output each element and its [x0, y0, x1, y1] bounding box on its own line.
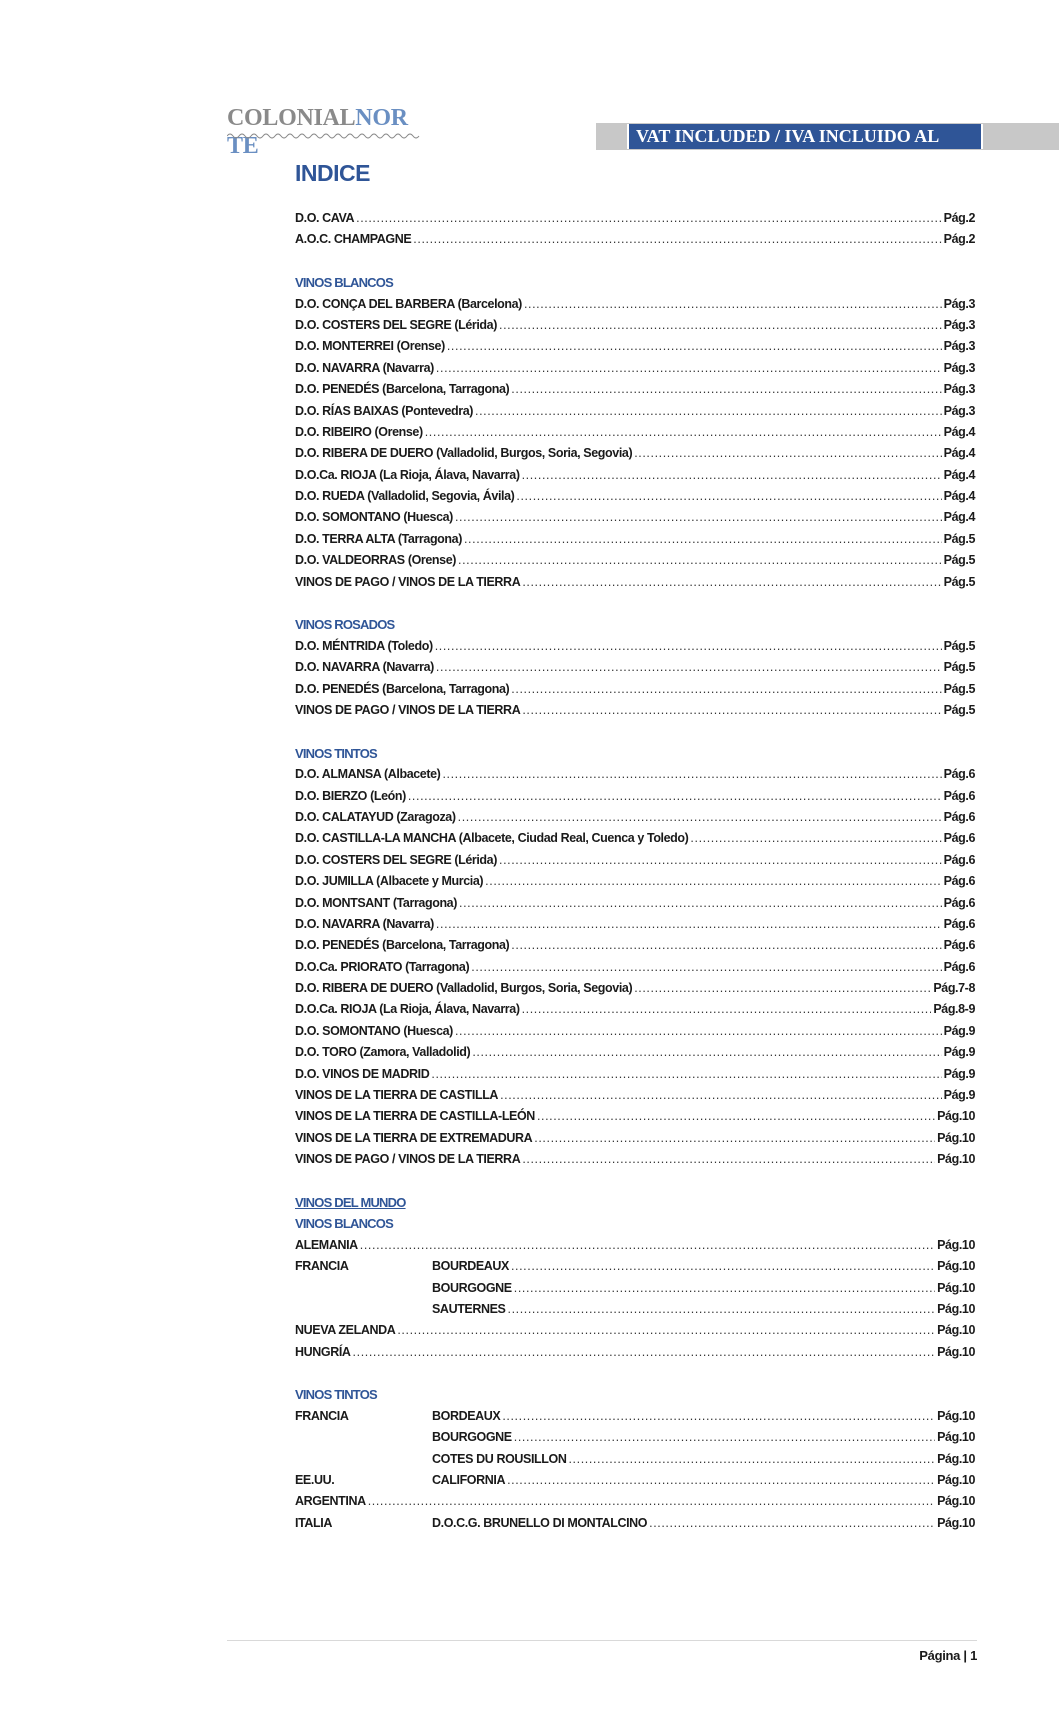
- toc-page-number: Pág.10: [937, 1280, 975, 1295]
- toc-page-number: Pág.9: [943, 1066, 975, 1081]
- toc-page-number: Pág.9: [943, 1088, 975, 1103]
- toc-entry-label: VINOS DE LA TIERRA DE EXTREMADURA: [295, 1130, 533, 1145]
- toc-entry-label: D.O.Ca. PRIORATO (Tarragona): [295, 959, 470, 974]
- toc-entry[interactable]: [295, 1513, 975, 1534]
- toc-spacer: [295, 1171, 975, 1192]
- toc-spacer: [295, 593, 975, 614]
- logo-text-blue: NOR: [355, 105, 408, 131]
- toc-entry[interactable]: [295, 1085, 975, 1106]
- toc-entry-label: D.O. RIBERA DE DUERO (Valladolid, Burgos, Soria, Segovia): [295, 981, 633, 996]
- toc-entry[interactable]: [295, 914, 975, 935]
- logo-line-2: TE: [227, 133, 259, 159]
- toc-dot-leader: [459, 893, 942, 914]
- toc-entry[interactable]: [295, 1235, 975, 1256]
- toc-page-number: Pág.10: [937, 1237, 975, 1252]
- toc-dot-leader: [397, 1320, 935, 1341]
- toc-dot-leader: [413, 229, 941, 250]
- toc-dot-leader: [649, 1513, 935, 1534]
- toc-page-number: Pág.5: [943, 681, 975, 696]
- toc-page-number: Pág.10: [937, 1301, 975, 1316]
- toc-page-number: Pág.10: [937, 1109, 975, 1124]
- toc-entry-label: D.O. TERRA ALTA (Tarragona): [295, 531, 462, 546]
- toc-dot-leader: [522, 999, 932, 1020]
- toc-entry[interactable]: [295, 893, 975, 914]
- toc-page-number: Pág.3: [943, 403, 975, 418]
- toc-dot-leader: [516, 486, 941, 507]
- company-logo: [227, 104, 427, 160]
- toc-entry-label: D.O. ALMANSA (Albacete): [295, 767, 441, 782]
- toc-entry-label: SAUTERNES: [432, 1301, 506, 1316]
- toc-page-number: Pág.8-9: [933, 1002, 975, 1017]
- toc-page-number: Pág.4: [943, 424, 975, 439]
- toc-dot-leader: [471, 957, 941, 978]
- toc-section-heading: [295, 1192, 975, 1213]
- toc-dot-leader: [634, 978, 931, 999]
- toc-entry[interactable]: [295, 1149, 975, 1170]
- toc-entry[interactable]: [295, 1449, 975, 1470]
- toc-section-heading: [295, 272, 975, 293]
- toc-dot-leader: [524, 294, 942, 315]
- toc-entry-label: D.O. CONÇA DEL BARBERA (Barcelona): [295, 296, 522, 311]
- toc-entry-label: D.O. COSTERS DEL SEGRE (Lérida): [295, 852, 497, 867]
- toc-entry-label: VINOS DE LA TIERRA DE CASTILLA-LEÓN: [295, 1109, 535, 1124]
- toc-page-number: Pág.3: [943, 317, 975, 332]
- toc-dot-leader: [455, 507, 942, 528]
- toc-dot-leader: [499, 850, 942, 871]
- toc-entry-label: D.O. JUMILLA (Albacete y Murcia): [295, 874, 484, 889]
- toc-entry-label: D.O. SOMONTANO (Huesca): [295, 1023, 453, 1038]
- toc-entry-label: D.O. NAVARRA (Navarra): [295, 360, 434, 375]
- toc-country: FRANCIA: [295, 1408, 349, 1423]
- toc-page-number: Pág.4: [943, 467, 975, 482]
- toc-page-number: Pág.5: [943, 660, 975, 675]
- toc-dot-leader: [634, 443, 941, 464]
- toc-entry[interactable]: [295, 786, 975, 807]
- toc-entry[interactable]: [295, 401, 975, 422]
- toc-entry-label: D.O. MONTERREI (Orense): [295, 339, 445, 354]
- toc-page-number: Pág.6: [943, 788, 975, 803]
- toc-page-number: Pág.10: [937, 1473, 975, 1488]
- toc-entry[interactable]: [295, 679, 975, 700]
- toc-dot-leader: [447, 336, 942, 357]
- toc-page-number: Pág.6: [943, 874, 975, 889]
- toc-page-number: Pág.10: [937, 1130, 975, 1145]
- toc-dot-leader: [436, 358, 942, 379]
- toc-entry-label: BOURDEAUX: [432, 1259, 509, 1274]
- toc-page-number: Pág.10: [937, 1430, 975, 1445]
- toc-entry-label: D.O. RIBEIRO (Orense): [295, 424, 423, 439]
- toc-dot-leader: [514, 1427, 935, 1448]
- toc-page-number: Pág.5: [943, 638, 975, 653]
- toc-entry[interactable]: [295, 1064, 975, 1085]
- toc-page-number: Pág.7-8: [933, 981, 975, 996]
- toc-entry-label: VINOS DE PAGO / VINOS DE LA TIERRA: [295, 702, 521, 717]
- toc-entry[interactable]: [295, 935, 975, 956]
- toc-entry[interactable]: [295, 828, 975, 849]
- toc-entry-label: HUNGRÍA: [295, 1344, 351, 1359]
- toc-heading-label: VINOS TINTOS: [295, 1387, 377, 1403]
- toc-entry[interactable]: [295, 422, 975, 443]
- toc-entry-label: D.O. PENEDÉS (Barcelona, Tarragona): [295, 938, 510, 953]
- toc-dot-leader: [368, 1491, 935, 1512]
- toc-dot-leader: [511, 1256, 935, 1277]
- toc-entry-label: VINOS DE PAGO / VINOS DE LA TIERRA: [295, 1152, 521, 1167]
- toc-page-number: Pág.6: [943, 852, 975, 867]
- toc-page-number: Pág.6: [943, 831, 975, 846]
- toc-entry-label: D.O. PENEDÉS (Barcelona, Tarragona): [295, 382, 510, 397]
- toc-entry-label: VINOS DE LA TIERRA DE CASTILLA: [295, 1088, 499, 1103]
- footer-divider: [227, 1640, 977, 1641]
- toc-page-number: Pág.6: [943, 938, 975, 953]
- toc-page-number: Pág.3: [943, 339, 975, 354]
- toc-entry-label: D.O. RIBERA DE DUERO (Valladolid, Burgos, Soria, Segovia): [295, 446, 633, 461]
- toc-dot-leader: [472, 1042, 941, 1063]
- toc-entry[interactable]: [295, 550, 975, 571]
- toc-entry[interactable]: [295, 1256, 975, 1277]
- toc-entry[interactable]: [295, 657, 975, 678]
- toc-entry[interactable]: [295, 336, 975, 357]
- toc-dot-leader: [522, 700, 941, 721]
- toc-entry[interactable]: [295, 1320, 975, 1341]
- toc-entry[interactable]: [295, 1106, 975, 1127]
- vat-notice: VAT INCLUDED / IVA INCLUIDO AL: [627, 124, 983, 149]
- toc-entry-label: D.O. RÍAS BAIXAS (Pontevedra): [295, 403, 474, 418]
- toc-entry[interactable]: [295, 1042, 975, 1063]
- toc-entry-label: A.O.C. CHAMPAGNE: [295, 232, 412, 247]
- toc-entry[interactable]: [295, 1491, 975, 1512]
- toc-dot-leader: [458, 807, 942, 828]
- toc-dot-leader: [537, 1106, 935, 1127]
- toc-page-number: Pág.5: [943, 553, 975, 568]
- toc-entry[interactable]: [295, 850, 975, 871]
- toc-page-number: Pág.3: [943, 296, 975, 311]
- toc-entry-label: D.O. PENEDÉS (Barcelona, Tarragona): [295, 681, 510, 696]
- toc-entry-label: CALIFORNIA: [432, 1473, 506, 1488]
- toc-entry[interactable]: [295, 379, 975, 400]
- toc-entry-label: D.O. CAVA: [295, 211, 355, 225]
- toc-dot-leader: [485, 871, 941, 892]
- logo-wave-decoration: [227, 132, 422, 140]
- toc-entry-label: D.O. TORO (Zamora, Valladolid): [295, 1045, 471, 1060]
- toc-dot-leader: [408, 786, 942, 807]
- toc-entry-label: BOURGOGNE: [432, 1430, 512, 1445]
- toc-dot-leader: [690, 828, 941, 849]
- toc-entry-label: D.O. BIERZO (León): [295, 788, 406, 803]
- toc-dot-leader: [502, 1406, 935, 1427]
- toc-page-number: Pág.10: [937, 1259, 975, 1274]
- toc-dot-leader: [507, 1470, 935, 1491]
- toc-entry[interactable]: [295, 636, 975, 657]
- toc-dot-leader: [522, 1149, 935, 1170]
- toc-spacer: [295, 1363, 975, 1384]
- toc-entry-label: D.O. COSTERS DEL SEGRE (Lérida): [295, 317, 497, 332]
- toc-entry[interactable]: [295, 700, 975, 721]
- toc-entry-label: D.O. NAVARRA (Navarra): [295, 660, 434, 675]
- toc-entry-label: BORDEAUX: [432, 1408, 501, 1423]
- toc-heading-label: VINOS BLANCOS: [295, 1216, 393, 1232]
- toc-entry-label: D.O. CASTILLA-LA MANCHA (Albacete, Ciudad Real, Cuenca y Toledo): [295, 831, 689, 846]
- toc-entry[interactable]: [295, 999, 975, 1020]
- toc-dot-leader: [458, 550, 942, 571]
- toc-dot-leader: [522, 465, 942, 486]
- toc-entry[interactable]: [295, 1406, 975, 1427]
- toc-heading-label: VINOS TINTOS: [295, 745, 377, 761]
- toc-section-heading: [295, 743, 975, 764]
- toc-page-number: Pág.10: [937, 1451, 975, 1466]
- toc-entry[interactable]: [295, 208, 975, 229]
- toc-page-number: Pág.4: [943, 489, 975, 504]
- toc-entry-label: D.O. CALATAYUD (Zaragoza): [295, 809, 456, 824]
- toc-entry[interactable]: [295, 358, 975, 379]
- toc-entry[interactable]: [295, 1299, 975, 1320]
- toc-dot-leader: [511, 379, 941, 400]
- toc-entry-label: D.O. MONTSANT (Tarragona): [295, 895, 457, 910]
- toc-page-number: Pág.5: [943, 531, 975, 546]
- toc-page-number: Pág.10: [937, 1494, 975, 1509]
- toc-page-number: Pág.9: [943, 1045, 975, 1060]
- toc-heading-label: VINOS DEL MUNDO: [295, 1194, 406, 1210]
- toc-entry[interactable]: [295, 1427, 975, 1448]
- toc-spacer: [295, 251, 975, 272]
- toc-country: ITALIA: [295, 1515, 332, 1530]
- toc-page-number: Pág.4: [943, 510, 975, 525]
- toc-entry[interactable]: [295, 764, 975, 785]
- toc-dot-leader: [360, 1235, 935, 1256]
- toc-entry[interactable]: [295, 978, 975, 999]
- toc-entry[interactable]: [295, 1021, 975, 1042]
- toc-page-number: Pág.6: [943, 916, 975, 931]
- toc-page-number: Pág.10: [937, 1152, 975, 1167]
- logo-text-gray: COLONIAL: [227, 105, 356, 131]
- toc-entry-label: D.O. RUEDA (Valladolid, Segovia, Ávila): [295, 489, 515, 504]
- toc-entry[interactable]: [295, 871, 975, 892]
- toc-entry-label: D.O. NAVARRA (Navarra): [295, 916, 434, 931]
- toc-dot-leader: [475, 401, 942, 422]
- toc-entry[interactable]: [295, 1128, 975, 1149]
- logo-line-1: [227, 104, 427, 132]
- toc-dot-leader: [464, 529, 942, 550]
- toc-dot-leader: [522, 572, 941, 593]
- toc-heading-label: VINOS ROSADOS: [295, 617, 395, 633]
- toc-page-number: Pág.6: [943, 767, 975, 782]
- toc-entry[interactable]: [295, 507, 975, 528]
- toc-heading-label: VINOS BLANCOS: [295, 275, 393, 291]
- toc-dot-leader: [435, 636, 942, 657]
- toc-page-number: Pág.5: [943, 702, 975, 717]
- toc-entry-label: D.O.C.G. BRUNELLO DI MONTALCINO: [432, 1515, 648, 1530]
- toc-section-heading: [295, 1384, 975, 1405]
- toc-dot-leader: [511, 679, 941, 700]
- toc-section-heading: [295, 1213, 975, 1234]
- toc-page-number: Pág.2: [943, 211, 975, 225]
- toc-entry[interactable]: [295, 486, 975, 507]
- toc-page-number: Pág.4: [943, 446, 975, 461]
- toc-page-number: Pág.10: [937, 1408, 975, 1423]
- table-of-contents: [295, 208, 975, 1534]
- toc-entry-label: NUEVA ZELANDA: [295, 1323, 396, 1338]
- toc-dot-leader: [356, 208, 942, 229]
- toc-dot-leader: [508, 1299, 936, 1320]
- toc-dot-leader: [500, 1085, 942, 1106]
- toc-entry[interactable]: [295, 443, 975, 464]
- toc-entry[interactable]: [295, 315, 975, 336]
- toc-entry-label: VINOS DE PAGO / VINOS DE LA TIERRA: [295, 574, 521, 589]
- toc-entry-label: D.O. MÉNTRIDA (Toledo): [295, 638, 433, 653]
- toc-dot-leader: [436, 914, 942, 935]
- toc-entry[interactable]: [295, 572, 975, 593]
- toc-dot-leader: [534, 1128, 935, 1149]
- toc-page-number: Pág.2: [943, 232, 975, 247]
- toc-country: EE.UU.: [295, 1473, 335, 1488]
- toc-dot-leader: [425, 422, 942, 443]
- toc-entry-label: COTES DU ROUSILLON: [432, 1451, 567, 1466]
- toc-page-number: Pág.6: [943, 959, 975, 974]
- toc-entry[interactable]: [295, 529, 975, 550]
- toc-dot-leader: [353, 1342, 936, 1363]
- toc-dot-leader: [514, 1278, 935, 1299]
- toc-dot-leader: [455, 1021, 942, 1042]
- toc-entry-label: D.O. VINOS DE MADRID: [295, 1066, 430, 1081]
- toc-entry-label: ARGENTINA: [295, 1494, 366, 1509]
- toc-dot-leader: [499, 315, 942, 336]
- toc-page-number: Pág.10: [937, 1515, 975, 1530]
- toc-dot-leader: [568, 1449, 935, 1470]
- toc-page-number: Pág.3: [943, 382, 975, 397]
- toc-dot-leader: [511, 935, 941, 956]
- toc-dot-leader: [436, 657, 942, 678]
- toc-page-number: Pág.9: [943, 1023, 975, 1038]
- toc-entry-label: D.O. VALDEORRAS (Orense): [295, 553, 457, 568]
- toc-entry-label: D.O. SOMONTANO (Huesca): [295, 510, 453, 525]
- toc-entry[interactable]: [295, 465, 975, 486]
- toc-entry[interactable]: [295, 957, 975, 978]
- toc-page-number: Pág.10: [937, 1344, 975, 1359]
- footer-page-number: Página | 1: [919, 1648, 977, 1663]
- toc-entry[interactable]: [295, 1470, 975, 1491]
- toc-entry[interactable]: [295, 1278, 975, 1299]
- toc-spacer: [295, 721, 975, 742]
- toc-page-number: Pág.6: [943, 809, 975, 824]
- toc-page-number: Pág.6: [943, 895, 975, 910]
- toc-entry-label: D.O.Ca. RIOJA (La Rioja, Álava, Navarra): [295, 467, 520, 482]
- toc-entry[interactable]: [295, 294, 975, 315]
- toc-entry[interactable]: [295, 229, 975, 250]
- header-band: [596, 123, 1059, 150]
- toc-country: FRANCIA: [295, 1259, 349, 1274]
- toc-entry-label: BOURGOGNE: [432, 1280, 512, 1295]
- toc-dot-leader: [431, 1064, 941, 1085]
- toc-entry[interactable]: [295, 807, 975, 828]
- toc-entry[interactable]: [295, 1342, 975, 1363]
- toc-page-number: Pág.10: [937, 1323, 975, 1338]
- toc-entry-label: D.O.Ca. RIOJA (La Rioja, Álava, Navarra): [295, 1002, 520, 1017]
- toc-page-number: Pág.3: [943, 360, 975, 375]
- toc-entry-label: ALEMANIA: [295, 1237, 358, 1252]
- toc-page-number: Pág.5: [943, 574, 975, 589]
- toc-dot-leader: [442, 764, 941, 785]
- toc-section-heading: [295, 614, 975, 635]
- page-title: INDICE: [295, 160, 370, 186]
